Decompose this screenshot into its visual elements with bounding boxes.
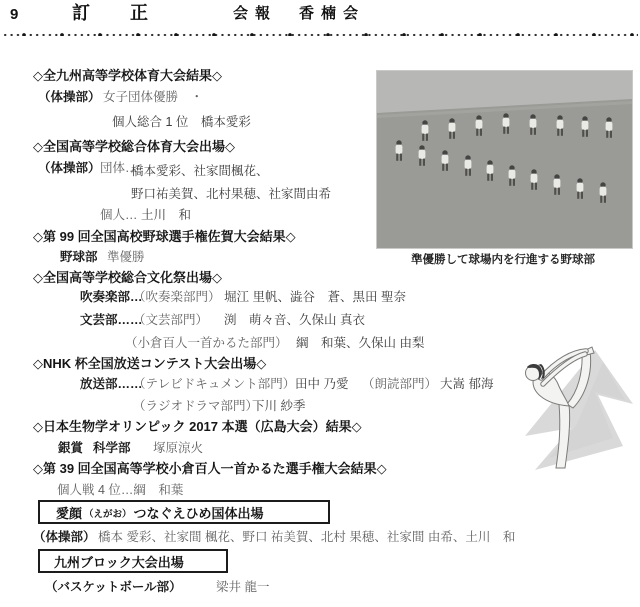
- result-text: 個人総合 1 位 橋本愛彩: [112, 115, 251, 129]
- individual-name: 土川 和: [141, 208, 192, 222]
- box-title-main: 九州ブロック大会出場: [54, 554, 184, 570]
- member-name: 塚原涼火: [153, 441, 204, 455]
- club-label: 文芸部……: [80, 313, 143, 327]
- section-heading-nhk: ◇NHK 杯全国放送コンテスト大会出場◇: [33, 356, 267, 371]
- section-heading-kyushu-taiiku: ◇全九州高等学校体育大会結果◇: [33, 68, 222, 83]
- section-heading-bunkasai: ◇全国高等学校総合文化祭出場◇: [33, 270, 222, 285]
- result-text: 個人戦 4 位…綱 和葉: [57, 483, 184, 497]
- journal-name: 会報 香楠会: [233, 5, 366, 22]
- page-title: 訂 正: [72, 3, 159, 23]
- box-title-main: 愛顔: [56, 505, 83, 521]
- section-heading-karuta: ◇第 39 回全国高等学校小倉百人一首かるた選手権大会結果◇: [33, 461, 387, 476]
- division-label: （吹奏楽部門）: [133, 290, 221, 304]
- highlight-box-ehime-kokutai: [38, 500, 330, 524]
- club-label: （体操部）: [38, 90, 101, 104]
- box-title-kana: （えがお）: [84, 509, 132, 520]
- member-name: 大嵩 郁海: [440, 377, 494, 391]
- club-label: 野球部: [60, 250, 98, 264]
- section-heading-baseball: ◇第 99 回全国高校野球選手権佐賀大会結果◇: [33, 229, 296, 244]
- gymnast-illustration: [483, 342, 640, 482]
- club-label: 科学部: [93, 441, 131, 455]
- division-label: （小倉百人一首かるた部門）: [125, 336, 288, 350]
- result-text: 準優勝: [107, 250, 145, 264]
- member-names: 渕 萌々音、久保山 真衣: [224, 313, 365, 327]
- baseball-photo-graphic: [377, 71, 632, 248]
- member-name: 田中 乃愛: [295, 377, 349, 391]
- club-label: 吹奏楽部…: [80, 290, 143, 304]
- individual-label: 個人…: [100, 208, 138, 222]
- team-label: 団体…: [100, 161, 138, 175]
- box-title-rest: つなぐえひめ国体出場: [133, 505, 264, 521]
- award-label: 銀賞: [58, 441, 84, 455]
- highlight-box-kyushu-block: [38, 549, 228, 573]
- team-members-line1: 橋本愛彩、社家間楓花、: [131, 164, 269, 178]
- section-heading-biology-olympiad: ◇日本生物学オリンピック 2017 本選（広島大会）結果◇: [33, 419, 362, 434]
- club-label: （バスケットボール部）: [45, 580, 182, 594]
- page-number: 9: [10, 6, 19, 23]
- dotted-divider: [2, 30, 638, 36]
- member-names: 橋本 愛彩、社家間 楓花、野口 祐美賀、北村 果穂、社家間 由希、土川 和: [98, 530, 516, 544]
- section-heading-inter-high: ◇全国高等学校総合体育大会出場◇: [33, 139, 235, 154]
- club-label: （体操部）: [33, 530, 96, 544]
- member-names: 堀江 里帆、澁谷 蒼、黒田 聖奈: [224, 290, 406, 304]
- member-name: 下川 紗季: [252, 399, 306, 413]
- member-name: 梁井 龍一: [216, 580, 270, 594]
- result-text: 女子団体優勝 ・: [103, 90, 204, 104]
- photo-caption: 準優勝して球場内を行進する野球部: [411, 254, 595, 266]
- member-names: 綱 和葉、久保山 由梨: [296, 336, 425, 350]
- team-members-line2: 野口祐美賀、北村果穂、社家間由希: [131, 187, 332, 201]
- club-label: 放送部……: [80, 377, 143, 391]
- division-label: （ラジオドラマ部門）: [133, 399, 259, 413]
- club-label: （体操部）: [38, 161, 101, 175]
- division-label: （朗読部門）: [362, 377, 438, 391]
- division-label: （文芸部門）: [133, 313, 209, 327]
- baseball-team-photo: [376, 70, 633, 249]
- division-label: （テレビドキュメント部門）: [133, 377, 296, 391]
